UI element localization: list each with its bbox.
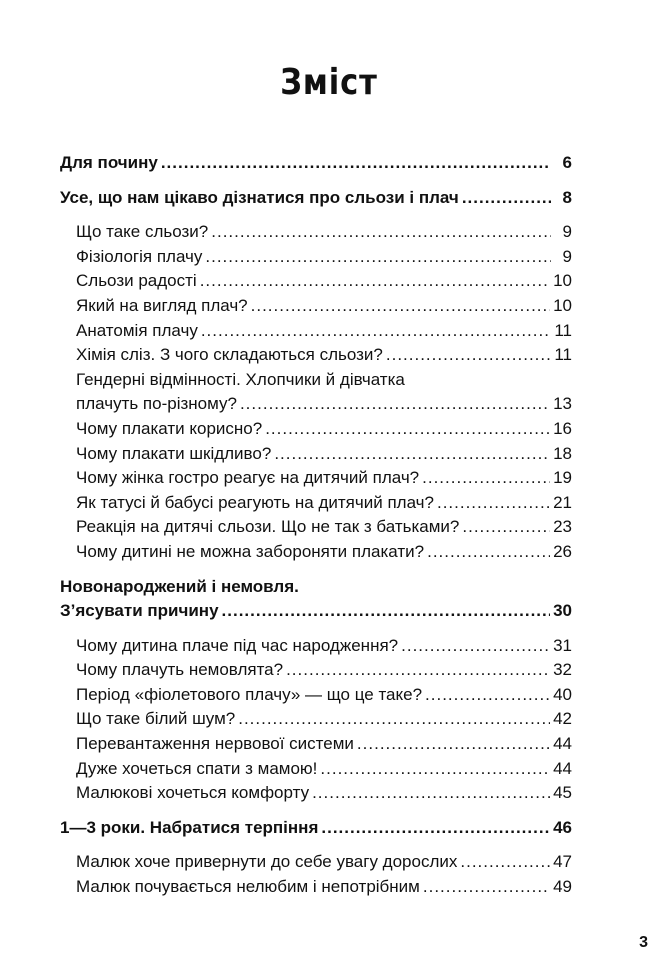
dot-leader <box>462 186 551 211</box>
toc-entry-title: Який на вигляд плач? <box>76 295 248 315</box>
dot-leader <box>401 634 550 659</box>
dot-leader <box>265 417 550 442</box>
toc-entry-row <box>60 599 572 624</box>
toc-section-entry <box>60 186 572 211</box>
toc-entry-row <box>76 732 572 757</box>
dot-leader <box>211 220 551 245</box>
dot-leader <box>422 466 550 491</box>
toc-entry-page: 21 <box>553 492 572 512</box>
toc-entry-title: Чому плакати шкідливо? <box>76 443 272 463</box>
toc-entry-page: 18 <box>553 443 572 463</box>
toc-entry-title: Малюк почувається нелюбим і непотрібним <box>76 877 420 897</box>
toc-subsection-entry <box>76 319 572 344</box>
toc-entry-title: З’ясувати причину <box>60 601 219 621</box>
dot-leader <box>161 151 551 176</box>
toc-entry-page: 10 <box>553 295 572 315</box>
toc-subsection-entry <box>76 757 572 782</box>
dot-leader <box>386 343 551 368</box>
toc-entry-row <box>76 875 572 900</box>
toc-entry-page: 11 <box>554 345 572 365</box>
toc-entry-page: 45 <box>553 783 572 803</box>
toc-subsection-entry <box>76 658 572 683</box>
toc-entry-page: 8 <box>562 187 572 207</box>
toc-entry-title: Чому дитині не можна забороняти плакати? <box>76 541 425 561</box>
toc-entry-title: Хімія сліз. З чого складаються сльози? <box>76 345 383 365</box>
toc-entry-title: Усе, що нам цікаво дізнатися про сльози і плач <box>60 187 459 207</box>
toc-entry-title: Чому плачуть немовлята? <box>76 660 284 680</box>
toc-subsection-entry <box>76 732 572 757</box>
dot-leader <box>460 850 550 875</box>
toc-entry-page: 10 <box>553 271 572 291</box>
toc-entry-page: 26 <box>553 541 572 561</box>
toc-entry-page: 46 <box>553 817 572 837</box>
toc-entry-row <box>60 151 572 176</box>
dot-leader <box>274 442 550 467</box>
toc-entry-row <box>60 816 572 841</box>
toc-entry-row <box>76 343 572 368</box>
toc-entry-page: 44 <box>553 758 572 778</box>
toc-subsection-entry <box>76 368 572 417</box>
toc-entry-title: 1—3 роки. Набратися терпіння <box>60 817 319 837</box>
dot-leader <box>357 732 550 757</box>
toc-subsection-entry <box>76 491 572 516</box>
toc-section-entry <box>60 575 572 624</box>
dot-leader <box>427 540 550 565</box>
toc-entry-title: Для почину <box>60 153 158 172</box>
dot-leader <box>321 816 550 841</box>
dot-leader <box>423 875 550 900</box>
toc-entry-page: 44 <box>553 734 572 754</box>
toc-entry-row <box>76 294 572 319</box>
dot-leader <box>437 491 550 516</box>
toc-entry-title: Чому дитина плаче під час народження? <box>76 635 399 655</box>
toc-entry-row <box>76 683 572 708</box>
toc-subsection-entry <box>76 707 572 732</box>
toc-entry-row <box>76 392 572 417</box>
toc-entry-title: Перевантаження нервової системи <box>76 734 354 754</box>
toc-entry-row <box>76 781 572 806</box>
toc-entry-row <box>76 417 572 442</box>
toc-entry-row <box>76 850 572 875</box>
dot-leader <box>201 319 551 344</box>
toc-entry-title: Малюкові хочеться комфорту <box>76 783 310 803</box>
toc-entry-title: Дуже хочеться спати з мамою! <box>76 758 318 778</box>
toc-entry-row <box>76 515 572 540</box>
toc-subsection-entry <box>76 269 572 294</box>
toc-entry-row <box>76 540 572 565</box>
toc-subsection-entry <box>76 540 572 565</box>
toc-entry-title: Чому жінка гостро реагує на дитячий плач? <box>76 468 420 488</box>
dot-leader <box>238 707 550 732</box>
toc-entry-page: 30 <box>553 601 572 621</box>
page-title: Зміст <box>280 62 378 103</box>
dot-leader <box>251 294 550 319</box>
toc-subsection-entry <box>76 683 572 708</box>
toc-entry-title: Період «фіолетового плачу» — що це таке? <box>76 684 423 704</box>
toc-entry-row <box>76 658 572 683</box>
toc-entry-title: Анатомія плачу <box>76 320 198 340</box>
toc-entry-page: 31 <box>553 635 572 655</box>
toc-entry-page: 42 <box>553 709 572 729</box>
toc-entry-page: 40 <box>553 684 572 704</box>
toc-subsection-entry <box>76 850 572 875</box>
toc-entry-title: Що таке білий шум? <box>76 709 236 729</box>
toc-section-entry <box>60 151 572 176</box>
toc-entry-page: 9 <box>562 222 572 242</box>
toc-subsection-entry <box>76 294 572 319</box>
toc-entry-title: Чому плакати корисно? <box>76 418 263 438</box>
dot-leader <box>312 781 550 806</box>
dot-leader <box>200 269 550 294</box>
dot-leader <box>205 245 551 270</box>
toc-entry-row <box>76 466 572 491</box>
toc-entry-page: 19 <box>553 468 572 488</box>
dot-leader <box>240 392 550 417</box>
toc-subsection-entry <box>76 343 572 368</box>
toc-entry-row <box>76 757 572 782</box>
toc-entry-row <box>76 269 572 294</box>
toc-subsection-entry <box>76 515 572 540</box>
table-of-contents <box>60 151 572 900</box>
toc-subsection-entry <box>76 634 572 659</box>
toc-entry-row <box>76 220 572 245</box>
dot-leader <box>462 515 550 540</box>
toc-entry-page: 23 <box>553 517 572 537</box>
toc-entry-title-line: Новонароджений і немовля. <box>60 576 299 596</box>
toc-entry-title-line: Гендерні відмінності. Хлопчики й дівчатка <box>76 369 405 389</box>
toc-subsection-entry <box>76 245 572 270</box>
toc-entry-page: 6 <box>562 153 572 172</box>
toc-entry-title: Що таке сльози? <box>76 222 209 242</box>
dot-leader <box>286 658 550 683</box>
toc-entry-row <box>76 319 572 344</box>
toc-entry-page: 49 <box>553 877 572 897</box>
toc-entry-row <box>60 186 572 211</box>
toc-subsection-entry <box>76 442 572 467</box>
toc-entry-page: 47 <box>553 852 572 872</box>
toc-entry-title: Сльози радості <box>76 271 197 291</box>
toc-subsection-entry <box>76 220 572 245</box>
toc-entry-title: Як татусі й бабусі реагують на дитячий плач? <box>76 492 434 512</box>
toc-entry-row <box>76 245 572 270</box>
toc-entry-page: 13 <box>553 394 572 414</box>
toc-entry-page: 32 <box>553 660 572 680</box>
page-number: 3 <box>639 934 648 951</box>
toc-entry-title: Малюк хоче привернути до себе увагу дорослих <box>76 852 458 872</box>
toc-subsection-entry <box>76 781 572 806</box>
dot-leader <box>320 757 550 782</box>
toc-subsection-entry <box>76 466 572 491</box>
toc-section-entry <box>60 816 572 841</box>
dot-leader <box>425 683 550 708</box>
dot-leader <box>222 599 551 624</box>
toc-entry-title: Реакція на дитячі сльози. Що не так з батьками? <box>76 517 460 537</box>
toc-entry-row <box>76 707 572 732</box>
toc-entry-page: 11 <box>554 320 572 340</box>
toc-subsection-entry <box>76 875 572 900</box>
toc-entry-row <box>76 491 572 516</box>
toc-entry-row <box>76 634 572 659</box>
toc-entry-page: 16 <box>553 418 572 438</box>
toc-entry-page: 9 <box>562 246 572 266</box>
toc-entry-title: Фізіологія плачу <box>76 246 203 266</box>
toc-entry-title: плачуть по-різному? <box>76 394 237 414</box>
toc-subsection-entry <box>76 417 572 442</box>
toc-entry-row <box>76 442 572 467</box>
